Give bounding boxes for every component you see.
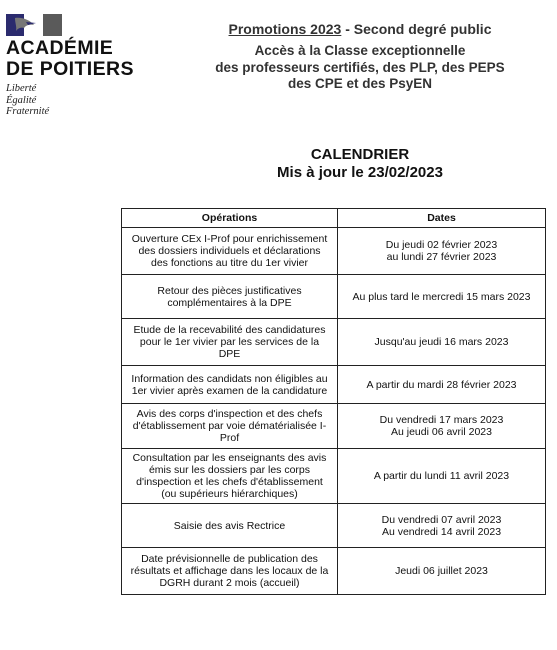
operation-line: pour le 1er vivier par les services de la bbox=[139, 336, 320, 348]
operation-line: émis sur les dossiers par les corps bbox=[148, 464, 311, 476]
document-header bbox=[180, 21, 540, 93]
date-line: Du vendredi 07 avril 2023 bbox=[381, 513, 502, 526]
academie-logo bbox=[6, 14, 136, 118]
operation-cell bbox=[122, 228, 338, 275]
subtitle-line-1: Accès à la Classe exceptionnelle bbox=[254, 43, 466, 58]
date-line: Au vendredi 14 avril 2023 bbox=[381, 525, 502, 538]
operation-line: Etude de la recevabilité des candidatures bbox=[133, 324, 326, 336]
motto-fraternite: Fraternité bbox=[6, 106, 50, 117]
operation-cell bbox=[122, 319, 338, 366]
calendar-title: CALENDRIER bbox=[310, 146, 410, 163]
promotion-year: Promotions 2023 bbox=[228, 21, 342, 37]
motto bbox=[6, 83, 136, 118]
operation-line: d'inspection et les chefs d'établissement bbox=[136, 476, 323, 488]
operation-line: DPE bbox=[218, 348, 241, 360]
operation-line: DGRH durant 2 mois (accueil) bbox=[159, 577, 300, 589]
operation-line: résultats et affichage dans les locaux de la bbox=[130, 565, 329, 577]
date-line: Du jeudi 02 février 2023 bbox=[385, 239, 498, 251]
date-line: au lundi 27 février 2023 bbox=[386, 251, 497, 263]
operation-cell bbox=[122, 449, 338, 504]
header-dates: Dates bbox=[338, 209, 546, 228]
operation-line: (ou supérieurs hiérarchiques) bbox=[161, 488, 298, 500]
date-line: Jusqu'au jeudi 16 mars 2023 bbox=[374, 336, 509, 348]
operation-cell bbox=[122, 366, 338, 404]
operation-line: Saisie des avis Rectrice bbox=[173, 519, 286, 532]
date-cell bbox=[338, 319, 546, 366]
operation-cell bbox=[122, 404, 338, 449]
date-line: Du vendredi 17 mars 2023 bbox=[379, 414, 504, 426]
operation-cell bbox=[122, 504, 338, 548]
date-line: A partir du mardi 28 février 2023 bbox=[366, 378, 517, 391]
date-cell bbox=[338, 275, 546, 319]
date-cell bbox=[338, 404, 546, 449]
promotion-scope: - Second degré public bbox=[341, 21, 492, 37]
subtitle-line-2: des professeurs certifiés, des PLP, des PEPS bbox=[215, 59, 505, 75]
table-row bbox=[122, 228, 546, 275]
date-cell bbox=[338, 504, 546, 548]
calendar-updated: Mis à jour le 23/02/2023 bbox=[277, 164, 443, 181]
date-cell bbox=[338, 228, 546, 275]
operation-line: d'établissement par voie dématérialisée I- bbox=[132, 420, 327, 432]
operation-line: Date prévisionnelle de publication des bbox=[141, 553, 318, 565]
operation-cell bbox=[122, 548, 338, 595]
table-header-row bbox=[122, 209, 546, 228]
operation-line: Prof bbox=[219, 432, 240, 444]
motto-egalite: Égalité bbox=[6, 94, 37, 106]
operation-line: Avis des corps d'inspection et des chefs bbox=[136, 408, 323, 420]
operation-line: des dossiers individuels et déclarations bbox=[138, 245, 321, 257]
table-row bbox=[122, 548, 546, 595]
motto-liberte: Liberté bbox=[6, 83, 37, 94]
table-row bbox=[122, 504, 546, 548]
document-subtitle bbox=[180, 43, 540, 93]
table-row bbox=[122, 449, 546, 504]
date-line: Au plus tard le mercredi 15 mars 2023 bbox=[352, 290, 531, 303]
logo-line-1: ACADÉMIE bbox=[6, 37, 114, 59]
operation-line: Consultation par les enseignants des avis bbox=[132, 452, 327, 464]
operation-line: complémentaires à la DPE bbox=[167, 296, 292, 309]
table-row bbox=[122, 404, 546, 449]
date-line: A partir du lundi 11 avril 2023 bbox=[373, 470, 510, 482]
header-operations: Opérations bbox=[122, 209, 338, 228]
calendar-table bbox=[121, 208, 546, 595]
operation-line: des fonctions au titre du 1er vivier bbox=[151, 257, 308, 269]
operation-line: Information des candidats non éligibles au bbox=[131, 372, 328, 385]
promotion-line bbox=[180, 21, 540, 38]
date-line: Jeudi 06 juillet 2023 bbox=[395, 565, 488, 577]
operation-line: Retour des pièces justificatives bbox=[157, 284, 302, 297]
calendar-heading bbox=[180, 146, 540, 182]
subtitle-line-3: des CPE et des PsyEN bbox=[287, 76, 433, 91]
operation-line: Ouverture CEx I-Prof pour enrichissement bbox=[131, 233, 328, 245]
table-row bbox=[122, 366, 546, 404]
date-cell bbox=[338, 548, 546, 595]
table-row bbox=[122, 275, 546, 319]
operation-cell bbox=[122, 275, 338, 319]
table-row bbox=[122, 319, 546, 366]
date-line: Au jeudi 06 avril 2023 bbox=[391, 426, 492, 438]
date-cell bbox=[338, 449, 546, 504]
date-cell bbox=[338, 366, 546, 404]
marianne-flag-icon bbox=[6, 14, 62, 36]
operation-line: 1er vivier après examen de la candidature bbox=[131, 384, 328, 397]
logo-line-2: DE POITIERS bbox=[6, 58, 134, 80]
